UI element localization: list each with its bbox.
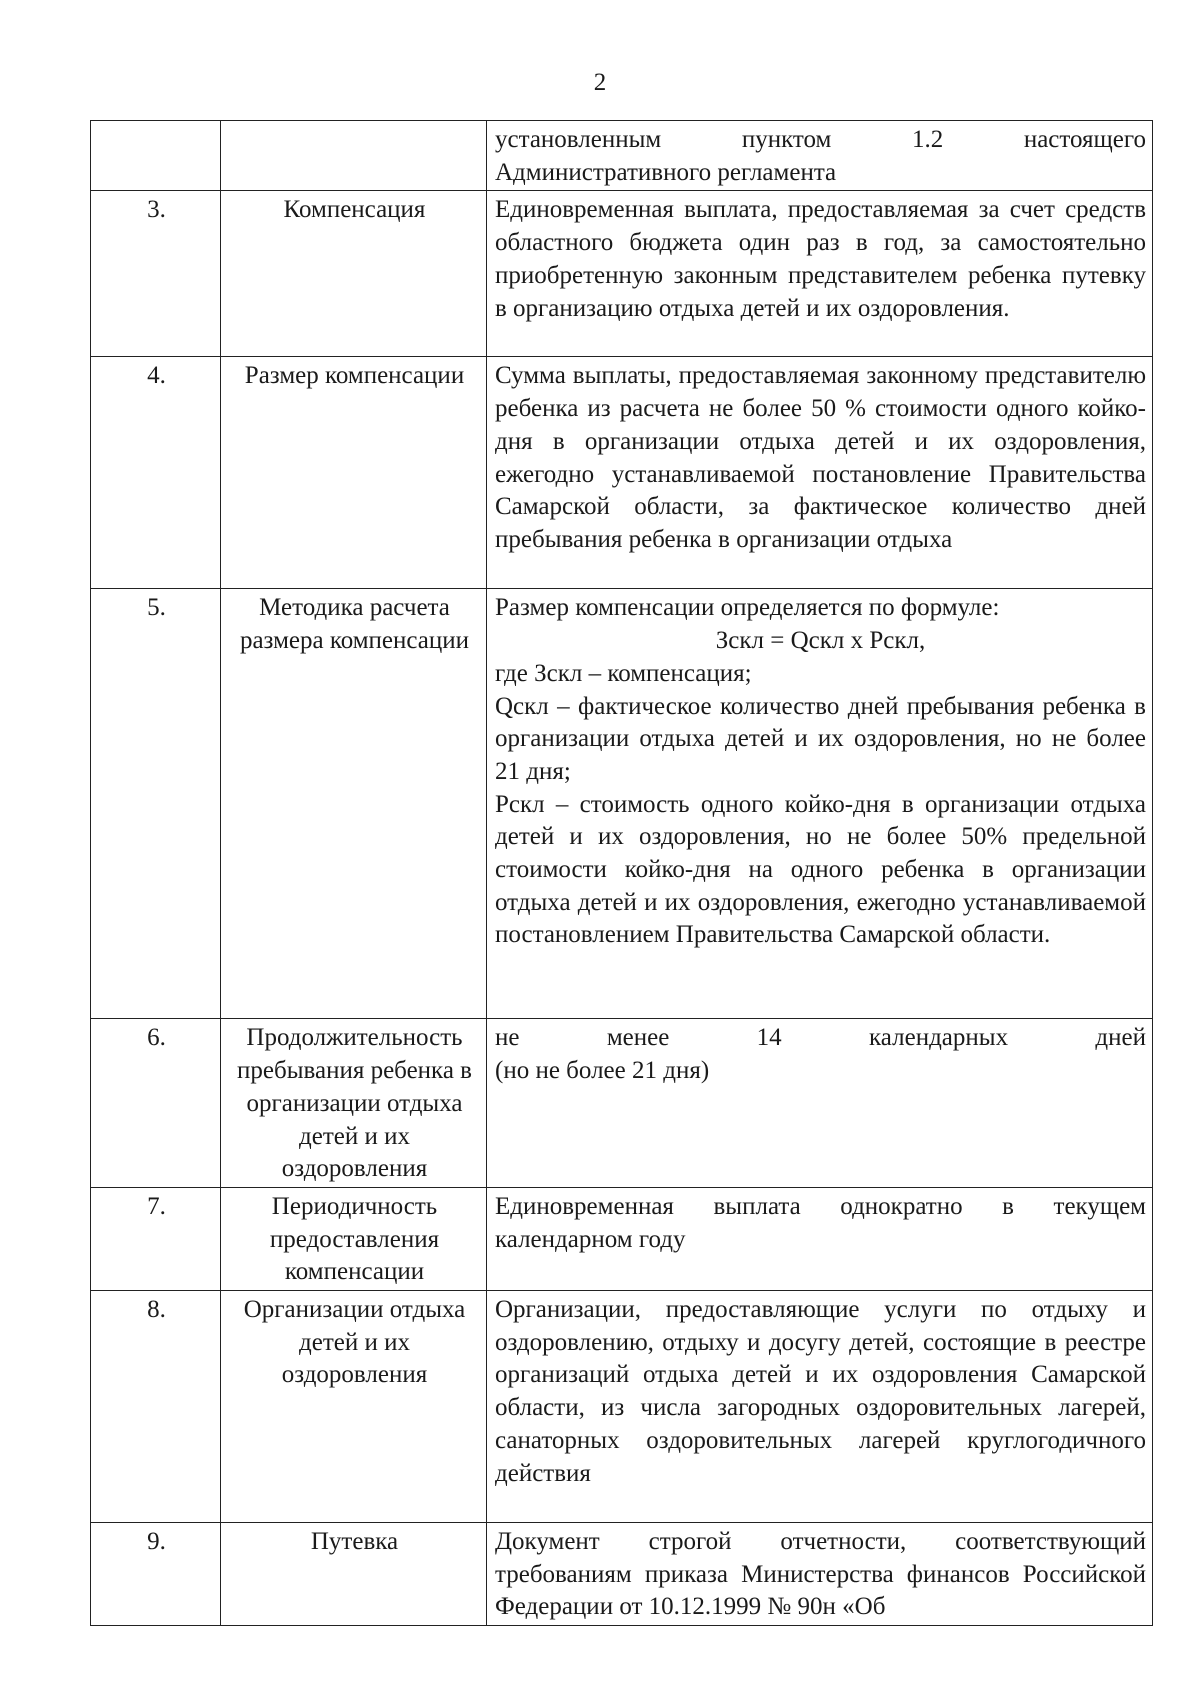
row-term: Периодичность предоставления компенсации: [221, 1187, 487, 1290]
row-number: 8.: [91, 1291, 221, 1523]
row-term: [221, 121, 487, 191]
row-number: 5.: [91, 589, 221, 1019]
row-term: Компенсация: [221, 191, 487, 357]
row-number: 7.: [91, 1187, 221, 1290]
table-row: [91, 357, 1153, 589]
table-row: [91, 1291, 1153, 1523]
table-row: [91, 1019, 1153, 1188]
row-definition: [487, 1019, 1153, 1188]
table-row: [91, 589, 1153, 1019]
formula-intro: Размер компенсации определяется по формуле:: [495, 594, 1000, 622]
row-number: 3.: [91, 191, 221, 357]
table-row: [91, 121, 1153, 191]
row-number: 6.: [91, 1019, 221, 1188]
row-number: 4.: [91, 357, 221, 589]
table-row: [91, 1187, 1153, 1290]
row-definition: [487, 121, 1153, 191]
row-number: 9.: [91, 1523, 221, 1626]
table-row: [91, 191, 1153, 357]
row-term: Организации отдыха детей и их оздоровления: [221, 1291, 487, 1523]
formula-p-definition: Рскл – стоимость одного койко-дня в организации отдыха детей и их оздоровления, но не более 50% предельной стоимости койко-дня на одного ребенка в организации отдыха детей и их оздоровления, ежегодно устанавливаемой постановлением Правительства Самарской области.: [495, 790, 1146, 949]
definition-line: установленным пунктом 1.2 настоящего: [495, 126, 1146, 153]
formula: Зскл = Qскл х Рскл,: [715, 627, 926, 655]
page-number: 2: [593, 69, 607, 96]
formula-q-definition: Qскл – фактическое количество дней пребывания ребенка в организации отдыха детей и их оздоровления, но не более 21 дня;: [495, 692, 1146, 785]
row-definition: Сумма выплаты, предоставляемая законному представителю ребенка из расчета не более 50 % стоимости одного койко-дня в организации отдыха детей и их оздоровления, ежегодно устанавливаемой постановление Правительства Самарской области, за фактическое количество дней пребывания ребенка в организации отдыха: [487, 357, 1153, 589]
row-term: Продолжительность пребывания ребенка в организации отдыха детей и их оздоровления: [221, 1019, 487, 1188]
row-term: Размер компенсации: [221, 357, 487, 589]
row-number: [91, 121, 221, 191]
row-definition: Единовременная выплата однократно в текущем календарном году: [487, 1187, 1153, 1290]
table-row: [91, 1523, 1153, 1626]
row-definition: Единовременная выплата, предоставляемая за счет средств областного бюджета один раз в год, за самостоятельно приобретенную законным представителем ребенка путевку в организацию отдыха детей и их оздоровления.: [487, 191, 1153, 357]
definition-line: не менее 14 календарных дней: [495, 1024, 1146, 1052]
row-term: Путевка: [221, 1523, 487, 1626]
row-definition: Организации, предоставляющие услуги по отдыху и оздоровлению, отдыху и досугу детей, состоящие в реестре организаций отдыха детей и их оздоровления Самарской области, из числа загородных оздоровительных лагерей, санаторных оздоровительных лагерей круглогодичного действия: [487, 1291, 1153, 1523]
definition-line: (но не более 21 дня): [495, 1057, 710, 1085]
row-term: Методика расчета размера компенсации: [221, 589, 487, 1019]
formula-where: где Зскл – компенсация;: [495, 659, 752, 687]
definition-line: Административного регламента: [495, 158, 837, 186]
row-definition: Документ строгой отчетности, соответствующий требованиям приказа Министерства финансов Российской Федерации от 10.12.1999 № 90н «Об: [487, 1523, 1153, 1626]
definitions-table: [90, 120, 1153, 1626]
row-definition: [487, 589, 1153, 1019]
